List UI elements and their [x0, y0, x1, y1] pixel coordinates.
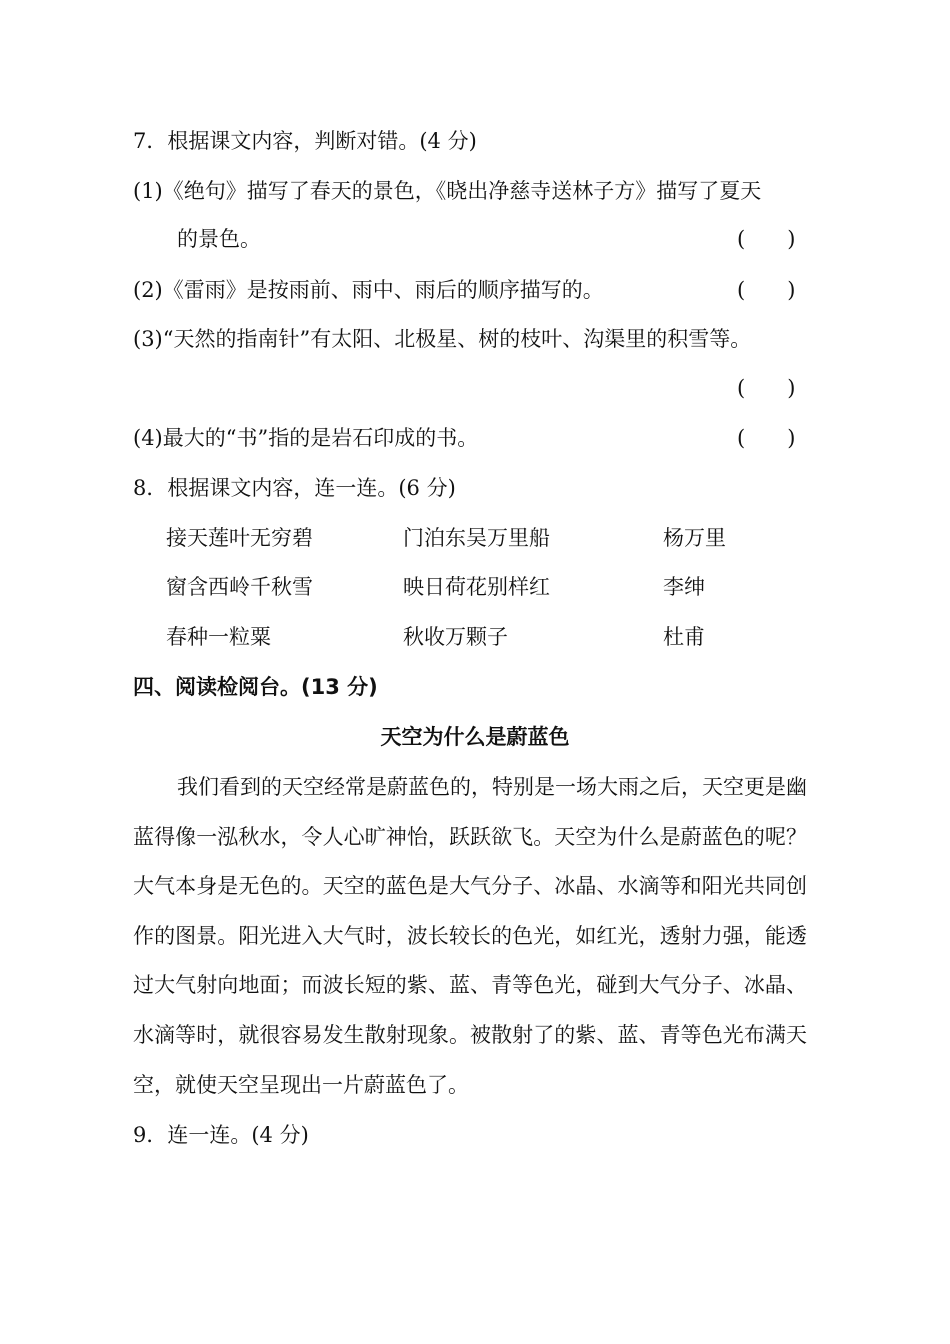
passage-title: 天空为什么是蔚蓝色 [380, 725, 570, 749]
q8-row3-col1[interactable]: 春种一粒粟 [166, 625, 271, 649]
q7-item-1-text-cont: 的景色。 [177, 227, 261, 251]
passage-body [133, 763, 807, 1110]
q8-heading: 8．根据课文内容，连一连。(6 分) [133, 476, 456, 500]
q8-row2-col2[interactable]: 映日荷花别样红 [403, 575, 550, 599]
q7-item-1-text: (1)《绝句》描写了春天的景色，《晓出净慈寺送林子方》描写了夏天 [133, 179, 762, 203]
q8-row1-col3[interactable]: 杨万里 [663, 526, 726, 550]
q7-item-2-answer-blank[interactable]: ( ) [737, 278, 796, 302]
q7-item-3-text: (3)“天然的指南针”有太阳、北极星、树的枝叶、沟渠里的积雪等。 [133, 327, 752, 351]
q7-item-3-answer-blank[interactable]: ( ) [737, 376, 796, 400]
section-4-heading: 四、阅读检阅台。(13 分) [133, 675, 378, 699]
q8-row3-col3[interactable]: 杜甫 [663, 625, 705, 649]
q8-row1-col1[interactable]: 接天莲叶无穷碧 [166, 526, 313, 550]
q9-heading: 9．连一连。(4 分) [133, 1123, 309, 1147]
q8-row2-col3[interactable]: 李绅 [663, 575, 705, 599]
q7-item-4-text: (4)最大的“书”指的是岩石印成的书。 [133, 426, 479, 450]
q8-row1-col2[interactable]: 门泊东吴万里船 [403, 526, 550, 550]
q8-row3-col2[interactable]: 秋收万颗子 [403, 625, 508, 649]
q8-row2-col1[interactable]: 窗含西岭千秋雪 [166, 575, 313, 599]
q7-item-2-text: (2)《雷雨》是按雨前、雨中、雨后的顺序描写的。 [133, 278, 604, 302]
q7-heading: 7．根据课文内容，判断对错。(4 分) [133, 129, 477, 153]
q7-item-4-answer-blank[interactable]: ( ) [737, 426, 796, 450]
q7-item-1-answer-blank[interactable]: ( ) [737, 227, 796, 251]
passage-text: 我们看到的天空经常是蔚蓝色的，特别是一场大雨之后，天空更是幽蓝得像一泓秋水，令人心旷神怡，跃跃欲飞。天空为什么是蔚蓝色的呢？大气本身是无色的。天空的蓝色是大气分子、冰晶、水滴等和阳光共同创作的图景。阳光进入大气时，波长较长的色光，如红光，透射力强，能透过大气射向地面；而波长短的紫、蓝、青等色光，碰到大气分子、冰晶、水滴等时，就很容易发生散射现象。被散射了的紫、蓝、青等色光布满天空，就使天空呈现出一片蔚蓝色了。 [133, 775, 807, 1097]
